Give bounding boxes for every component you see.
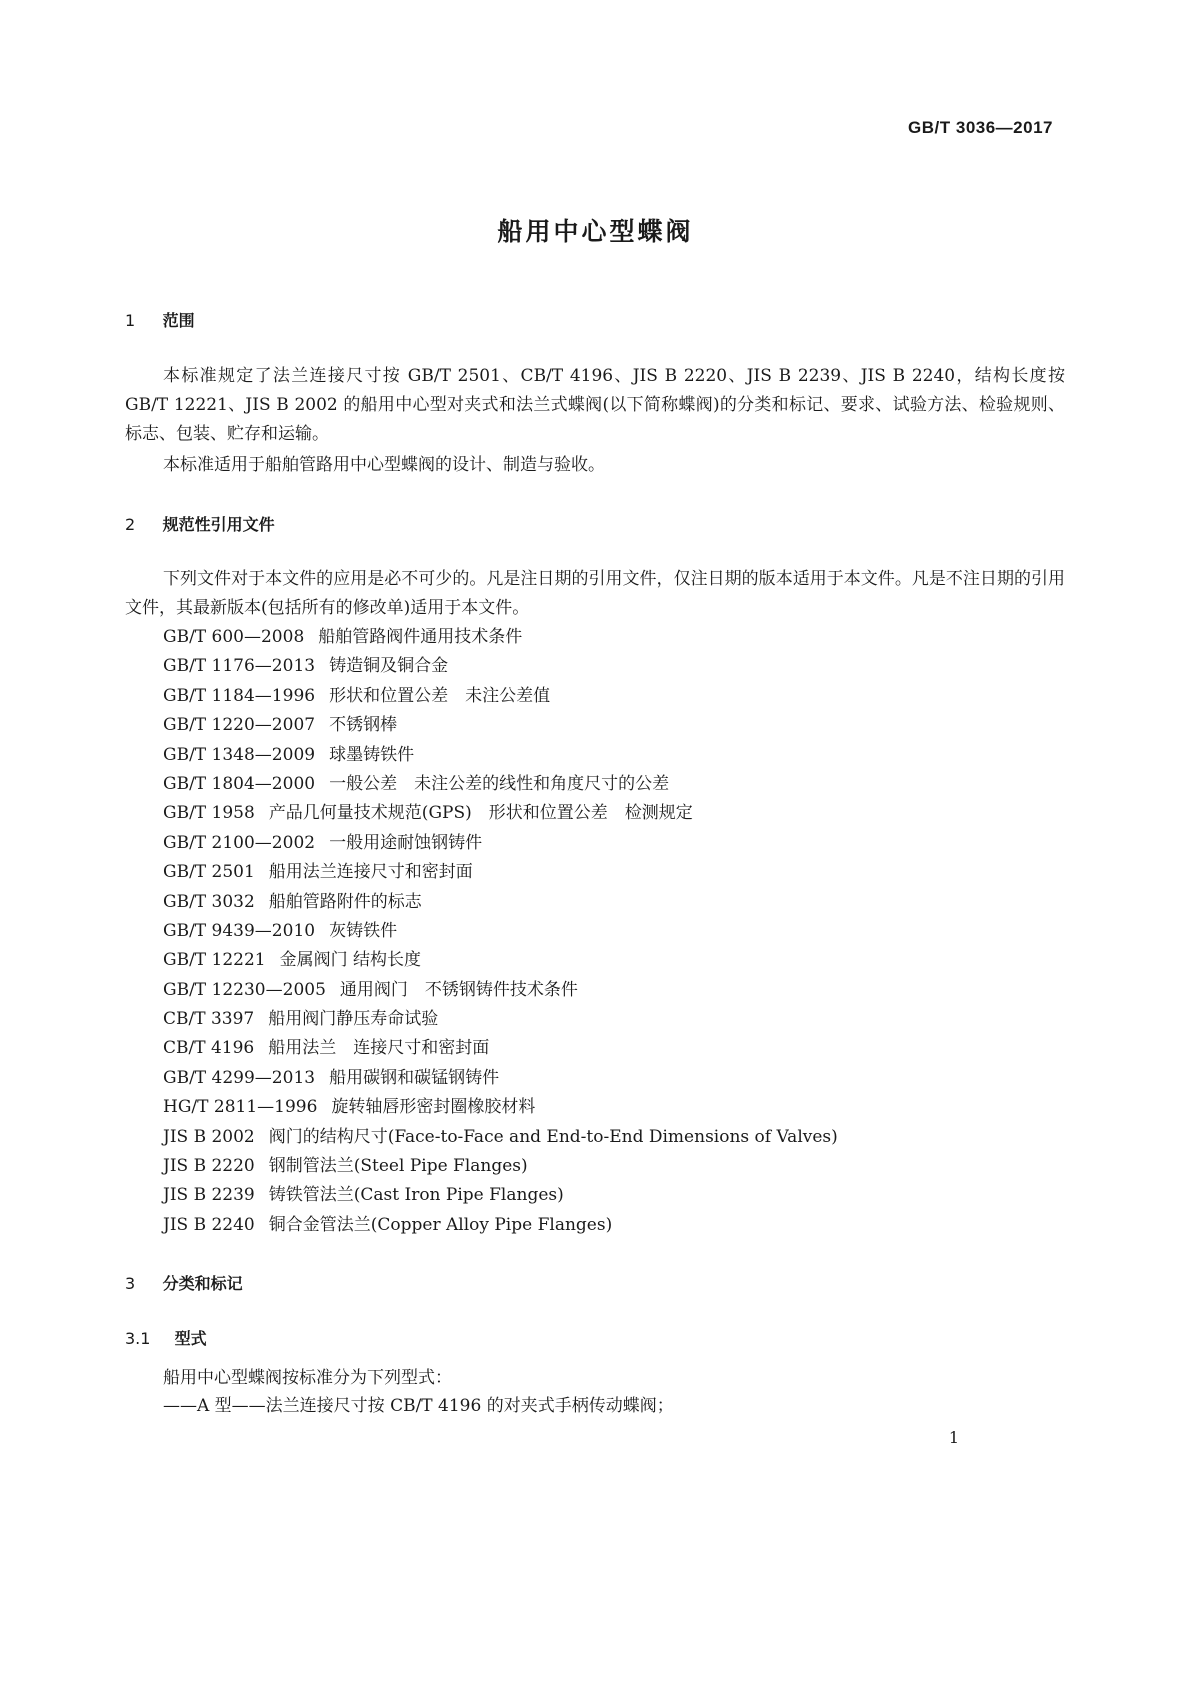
subsection-3-1-heading bbox=[125, 1326, 207, 1349]
section-2-heading bbox=[125, 512, 275, 535]
standard-number: GB/T 3036—2017 bbox=[908, 118, 1053, 137]
reference-code: GB/T 1176—2013 bbox=[163, 656, 316, 677]
reference-title: 船舶管路附件的标志 bbox=[268, 891, 422, 912]
reference-item bbox=[163, 1005, 838, 1034]
section-title: 范围 bbox=[162, 311, 195, 330]
reference-item bbox=[163, 682, 838, 711]
section-number: 1 bbox=[125, 311, 136, 330]
reference-code: GB/T 9439—2010 bbox=[163, 920, 316, 941]
reference-code: GB/T 1348—2009 bbox=[163, 744, 316, 765]
section-1-heading bbox=[125, 308, 195, 331]
reference-code: GB/T 1804—2000 bbox=[163, 773, 316, 794]
reference-code: GB/T 600—2008 bbox=[163, 627, 305, 647]
reference-title: 船用法兰 连接尺寸和密封面 bbox=[268, 1038, 490, 1059]
subsection-title: 型式 bbox=[174, 1329, 207, 1348]
reference-code: GB/T 12230—2005 bbox=[163, 979, 326, 1000]
reference-code: GB/T 1184—1996 bbox=[163, 685, 316, 706]
reference-item bbox=[163, 1034, 838, 1063]
reference-item bbox=[163, 1211, 838, 1240]
section-title: 规范性引用文件 bbox=[162, 515, 275, 534]
reference-title: 船用碳钢和碳锰钢铸件 bbox=[329, 1067, 500, 1088]
reference-title: 铸造铜及铜合金 bbox=[329, 656, 449, 677]
reference-title: 形状和位置公差 未注公差值 bbox=[329, 685, 551, 706]
reference-code: CB/T 4196 bbox=[163, 1038, 255, 1059]
reference-title: 灰铸铁件 bbox=[329, 920, 398, 941]
reference-code: GB/T 4299—2013 bbox=[163, 1067, 316, 1088]
reference-title: 通用阀门 不锈钢铸件技术条件 bbox=[339, 979, 578, 1000]
reference-item bbox=[163, 1181, 838, 1210]
reference-code: GB/T 1220—2007 bbox=[163, 715, 316, 736]
reference-code: JIS B 2239 bbox=[163, 1185, 255, 1206]
reference-title: 一般用途耐蚀钢铸件 bbox=[329, 832, 483, 853]
reference-title: 船用阀门静压寿命试验 bbox=[268, 1009, 439, 1030]
reference-title: 船用法兰连接尺寸和密封面 bbox=[268, 862, 473, 883]
reference-title: 船舶管路阀件通用技术条件 bbox=[318, 627, 523, 647]
reference-title: 产品几何量技术规范(GPS) 形状和位置公差 检测规定 bbox=[268, 803, 693, 824]
reference-item bbox=[163, 917, 838, 946]
section-number: 2 bbox=[125, 515, 136, 534]
normative-intro: 下列文件对于本文件的应用是必不可少的。凡是注日期的引用文件，仅注日期的版本适用于本文件。凡是不注日期的引用文件，其最新版本(包括所有的修改单)适用于本文件。 bbox=[125, 569, 1065, 618]
document-title: 船用中心型蝶阀 bbox=[497, 217, 694, 246]
reference-item bbox=[163, 888, 838, 917]
reference-code: JIS B 2220 bbox=[163, 1156, 255, 1177]
reference-code: GB/T 3032 bbox=[163, 891, 255, 912]
reference-item bbox=[163, 711, 838, 740]
reference-title: 不锈钢棒 bbox=[329, 715, 398, 736]
reference-title: 铸铁管法兰(Cast Iron Pipe Flanges) bbox=[268, 1185, 564, 1206]
reference-code: HG/T 2811—1996 bbox=[163, 1097, 318, 1118]
reference-title: 金属阀门 结构长度 bbox=[279, 950, 422, 971]
reference-code: GB/T 2100—2002 bbox=[163, 832, 316, 853]
reference-code: JIS B 2240 bbox=[163, 1214, 255, 1235]
reference-item bbox=[163, 623, 838, 652]
reference-code: JIS B 2002 bbox=[163, 1126, 255, 1147]
reference-item bbox=[163, 1123, 838, 1152]
reference-item bbox=[163, 976, 838, 1005]
type-intro: 船用中心型蝶阀按标准分为下列型式： bbox=[163, 1368, 452, 1388]
section-3-heading bbox=[125, 1271, 243, 1294]
section-title: 分类和标记 bbox=[162, 1274, 243, 1293]
reference-code: GB/T 12221 bbox=[163, 950, 266, 971]
scope-paragraph-2: 本标准适用于船舶管路用中心型蝶阀的设计、制造与验收。 bbox=[163, 455, 605, 475]
reference-list bbox=[163, 623, 838, 1240]
reference-item bbox=[163, 1064, 838, 1093]
reference-item bbox=[163, 946, 838, 975]
reference-item bbox=[163, 829, 838, 858]
reference-code: GB/T 2501 bbox=[163, 862, 255, 883]
subsection-number: 3.1 bbox=[125, 1329, 151, 1348]
reference-item bbox=[163, 799, 838, 828]
reference-title: 球墨铸铁件 bbox=[329, 744, 415, 765]
reference-title: 阀门的结构尺寸(Face-to-Face and End-to-End Dimensions of Valves) bbox=[268, 1126, 838, 1147]
reference-item bbox=[163, 1152, 838, 1181]
page-number: 1 bbox=[948, 1428, 959, 1447]
type-item: ——A 型——法兰连接尺寸按 CB/T 4196 的对夹式手柄传动蝶阀； bbox=[163, 1396, 674, 1416]
reference-title: 铜合金管法兰(Copper Alloy Pipe Flanges) bbox=[268, 1214, 613, 1235]
section-number: 3 bbox=[125, 1274, 136, 1293]
reference-item bbox=[163, 858, 838, 887]
reference-title: 一般公差 未注公差的线性和角度尺寸的公差 bbox=[329, 773, 670, 794]
reference-item bbox=[163, 1093, 838, 1122]
reference-item bbox=[163, 652, 838, 681]
reference-item bbox=[163, 770, 838, 799]
reference-item bbox=[163, 741, 838, 770]
reference-title: 旋转轴唇形密封圈橡胶材料 bbox=[331, 1097, 536, 1118]
reference-title: 钢制管法兰(Steel Pipe Flanges) bbox=[268, 1156, 528, 1177]
reference-code: GB/T 1958 bbox=[163, 803, 255, 824]
reference-code: CB/T 3397 bbox=[163, 1009, 255, 1030]
scope-paragraph-1: 本标准规定了法兰连接尺寸按 GB/T 2501、CB/T 4196、JIS B 2220、JIS B 2239、JIS B 2240，结构长度按 GB/T 12221、JIS B 2002 的船用中心型对夹式和法兰式蝶阀(以下简称蝶阀)的分类和标记、要求、试验方法、检验规则、标志、包装、贮存和运输。 bbox=[125, 366, 1065, 444]
